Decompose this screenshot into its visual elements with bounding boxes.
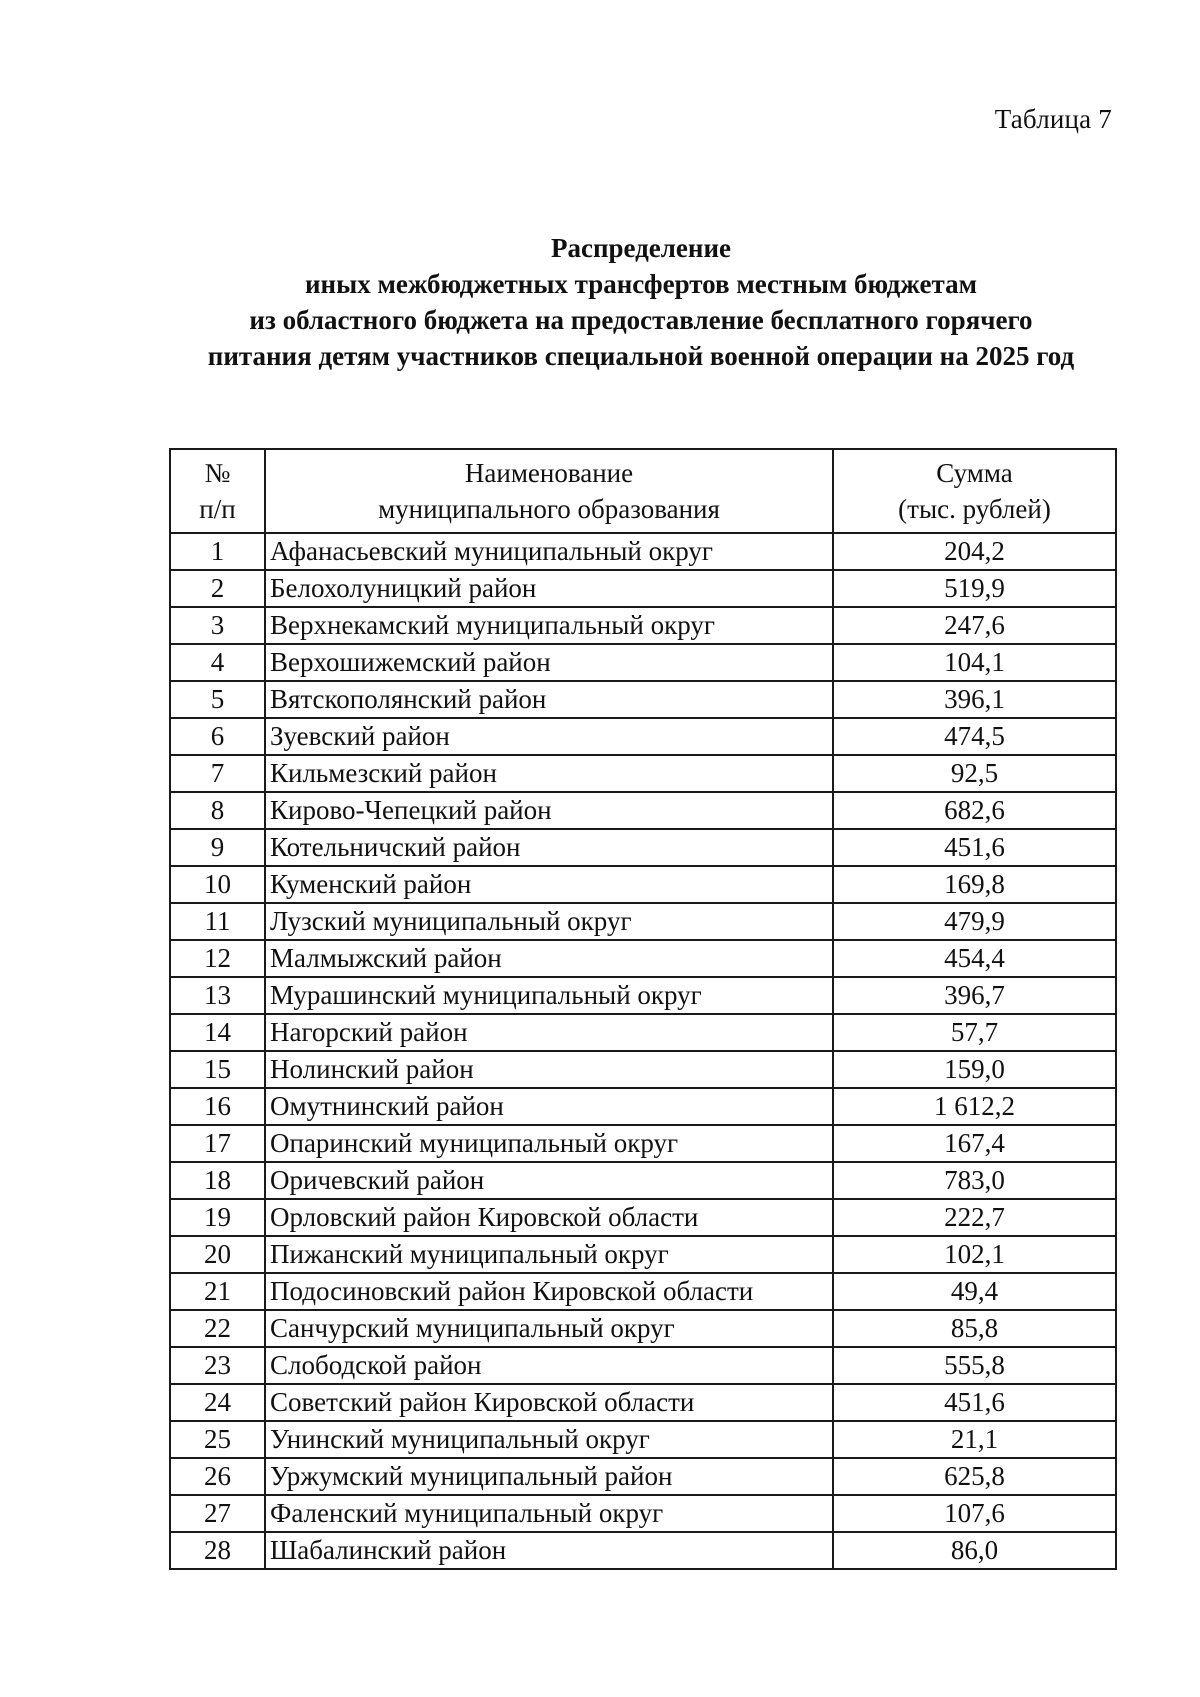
- row-number-cell: 20: [170, 1236, 265, 1273]
- table-row: [170, 1199, 1116, 1236]
- header-sum: [833, 449, 1116, 533]
- document-title: [150, 230, 1132, 374]
- row-sum-cell: 104,1: [833, 644, 1116, 681]
- row-municipality-cell: Мурашинский муниципальный округ: [265, 977, 833, 1014]
- table-row: [170, 1495, 1116, 1532]
- table-row: [170, 718, 1116, 755]
- row-municipality-cell: Унинский муниципальный округ: [265, 1421, 833, 1458]
- row-sum-cell: 204,2: [833, 533, 1116, 570]
- row-municipality-cell: Уржумский муниципальный район: [265, 1458, 833, 1495]
- row-municipality-cell: Омутнинский район: [265, 1088, 833, 1125]
- table-row: [170, 903, 1116, 940]
- header-number-line1: №: [204, 458, 231, 488]
- row-number-cell: 21: [170, 1273, 265, 1310]
- row-number-cell: 28: [170, 1532, 265, 1569]
- row-municipality-cell: Слободской район: [265, 1347, 833, 1384]
- row-sum-cell: 555,8: [833, 1347, 1116, 1384]
- header-municipality-line1: Наименование: [464, 458, 634, 488]
- row-sum-cell: 474,5: [833, 718, 1116, 755]
- header-number-line2: п/п: [199, 494, 236, 524]
- header-municipality: [265, 449, 833, 533]
- row-number-cell: 17: [170, 1125, 265, 1162]
- row-number-cell: 26: [170, 1458, 265, 1495]
- row-number-cell: 18: [170, 1162, 265, 1199]
- table-row: [170, 1125, 1116, 1162]
- table-number-label: Таблица 7: [994, 104, 1112, 134]
- row-municipality-cell: Куменский район: [265, 866, 833, 903]
- row-municipality-cell: Верхнекамский муниципальный округ: [265, 607, 833, 644]
- row-municipality-cell: Санчурский муниципальный округ: [265, 1310, 833, 1347]
- row-number-cell: 23: [170, 1347, 265, 1384]
- row-number-cell: 4: [170, 644, 265, 681]
- row-number-cell: 15: [170, 1051, 265, 1088]
- row-sum-cell: 247,6: [833, 607, 1116, 644]
- table-row: [170, 1088, 1116, 1125]
- row-sum-cell: 85,8: [833, 1310, 1116, 1347]
- row-municipality-cell: Опаринский муниципальный округ: [265, 1125, 833, 1162]
- row-sum-cell: 21,1: [833, 1421, 1116, 1458]
- header-municipality-line2: муниципального образования: [378, 494, 720, 524]
- row-number-cell: 9: [170, 829, 265, 866]
- table-row: [170, 533, 1116, 570]
- title-line: иных межбюджетных трансфертов местным бюджетам: [305, 269, 977, 299]
- row-number-cell: 8: [170, 792, 265, 829]
- row-number-cell: 11: [170, 903, 265, 940]
- row-sum-cell: 1 612,2: [833, 1088, 1116, 1125]
- header-sum-line2: (тыс. рублей): [898, 494, 1051, 524]
- table-row: [170, 755, 1116, 792]
- row-municipality-cell: Советский район Кировской области: [265, 1384, 833, 1421]
- row-sum-cell: 92,5: [833, 755, 1116, 792]
- header-number: [170, 449, 265, 533]
- table-row: [170, 1532, 1116, 1569]
- table-row: [170, 1310, 1116, 1347]
- row-number-cell: 13: [170, 977, 265, 1014]
- row-sum-cell: 49,4: [833, 1273, 1116, 1310]
- row-municipality-cell: Вятскополянский район: [265, 681, 833, 718]
- table-header-row: [170, 449, 1116, 533]
- row-number-cell: 1: [170, 533, 265, 570]
- row-number-cell: 2: [170, 570, 265, 607]
- table-body: [170, 533, 1116, 1569]
- row-number-cell: 22: [170, 1310, 265, 1347]
- table-row: [170, 829, 1116, 866]
- row-number-cell: 3: [170, 607, 265, 644]
- row-number-cell: 19: [170, 1199, 265, 1236]
- row-number-cell: 7: [170, 755, 265, 792]
- table-row: [170, 1347, 1116, 1384]
- table-row: [170, 681, 1116, 718]
- row-sum-cell: 86,0: [833, 1532, 1116, 1569]
- row-municipality-cell: Малмыжский район: [265, 940, 833, 977]
- row-sum-cell: 167,4: [833, 1125, 1116, 1162]
- title-line: из областного бюджета на предоставление бесплатного горячего: [249, 305, 1033, 335]
- row-municipality-cell: Верхошижемский район: [265, 644, 833, 681]
- row-municipality-cell: Афанасьевский муниципальный округ: [265, 533, 833, 570]
- table-row: [170, 607, 1116, 644]
- row-sum-cell: 479,9: [833, 903, 1116, 940]
- table-row: [170, 1384, 1116, 1421]
- title-line: Распределение: [550, 233, 732, 263]
- row-municipality-cell: Фаленский муниципальный округ: [265, 1495, 833, 1532]
- row-number-cell: 6: [170, 718, 265, 755]
- row-number-cell: 14: [170, 1014, 265, 1051]
- table-row: [170, 977, 1116, 1014]
- row-sum-cell: 451,6: [833, 1384, 1116, 1421]
- row-sum-cell: 682,6: [833, 792, 1116, 829]
- table-row: [170, 866, 1116, 903]
- table-row: [170, 940, 1116, 977]
- row-sum-cell: 625,8: [833, 1458, 1116, 1495]
- row-sum-cell: 451,6: [833, 829, 1116, 866]
- row-sum-cell: 222,7: [833, 1199, 1116, 1236]
- row-sum-cell: 783,0: [833, 1162, 1116, 1199]
- row-municipality-cell: Лузский муниципальный округ: [265, 903, 833, 940]
- table-row: [170, 1014, 1116, 1051]
- row-sum-cell: 107,6: [833, 1495, 1116, 1532]
- row-municipality-cell: Подосиновский район Кировской области: [265, 1273, 833, 1310]
- row-municipality-cell: Орловский район Кировской области: [265, 1199, 833, 1236]
- distribution-table: [169, 448, 1117, 1570]
- row-sum-cell: 396,7: [833, 977, 1116, 1014]
- row-sum-cell: 519,9: [833, 570, 1116, 607]
- row-municipality-cell: Кильмезский район: [265, 755, 833, 792]
- title-line: питания детям участников специальной военной операции на 2025 год: [207, 341, 1075, 371]
- header-sum-line1: Сумма: [936, 458, 1013, 488]
- table-row: [170, 570, 1116, 607]
- row-number-cell: 5: [170, 681, 265, 718]
- row-number-cell: 16: [170, 1088, 265, 1125]
- row-sum-cell: 102,1: [833, 1236, 1116, 1273]
- table-row: [170, 1051, 1116, 1088]
- row-number-cell: 10: [170, 866, 265, 903]
- row-number-cell: 12: [170, 940, 265, 977]
- row-municipality-cell: Кирово-Чепецкий район: [265, 792, 833, 829]
- table-row: [170, 1236, 1116, 1273]
- table-row: [170, 1458, 1116, 1495]
- row-sum-cell: 57,7: [833, 1014, 1116, 1051]
- row-sum-cell: 454,4: [833, 940, 1116, 977]
- table-row: [170, 1162, 1116, 1199]
- row-municipality-cell: Белохолуницкий район: [265, 570, 833, 607]
- row-municipality-cell: Зуевский район: [265, 718, 833, 755]
- table-row: [170, 1421, 1116, 1458]
- row-sum-cell: 159,0: [833, 1051, 1116, 1088]
- row-number-cell: 25: [170, 1421, 265, 1458]
- row-sum-cell: 396,1: [833, 681, 1116, 718]
- row-municipality-cell: Котельничский район: [265, 829, 833, 866]
- row-municipality-cell: Оричевский район: [265, 1162, 833, 1199]
- row-municipality-cell: Нолинский район: [265, 1051, 833, 1088]
- table-row: [170, 644, 1116, 681]
- row-municipality-cell: Пижанский муниципальный округ: [265, 1236, 833, 1273]
- row-municipality-cell: Шабалинский район: [265, 1532, 833, 1569]
- row-sum-cell: 169,8: [833, 866, 1116, 903]
- table-row: [170, 792, 1116, 829]
- row-municipality-cell: Нагорский район: [265, 1014, 833, 1051]
- row-number-cell: 24: [170, 1384, 265, 1421]
- table-row: [170, 1273, 1116, 1310]
- row-number-cell: 27: [170, 1495, 265, 1532]
